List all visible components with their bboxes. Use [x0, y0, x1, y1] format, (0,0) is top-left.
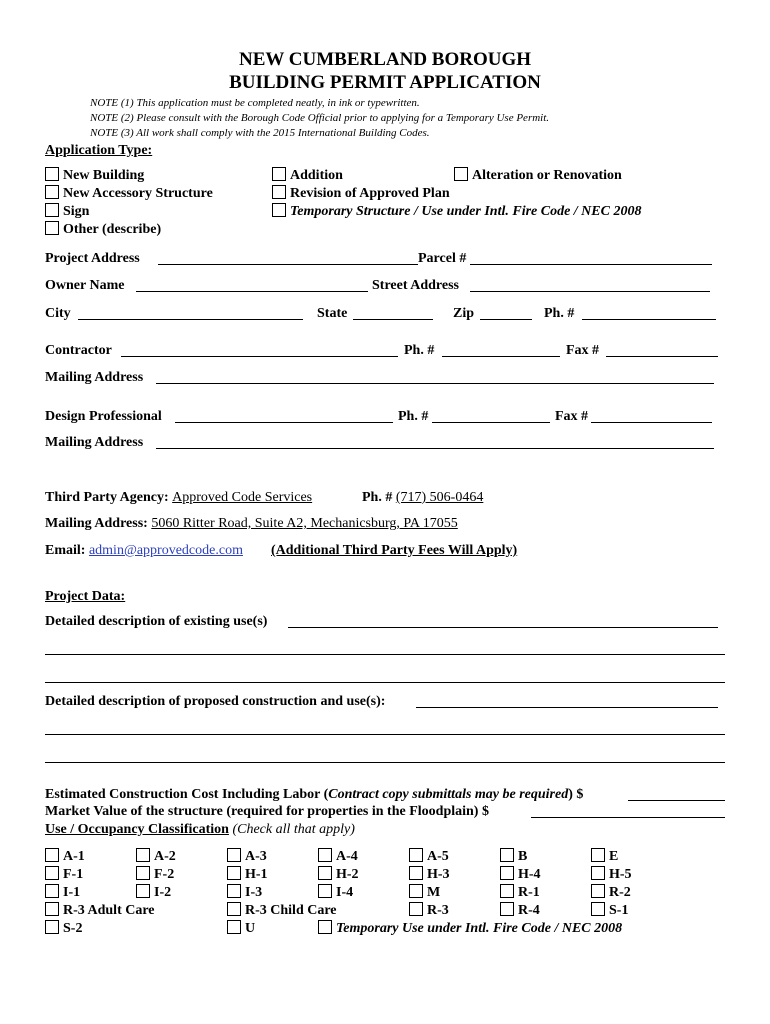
occ-label: M [427, 885, 441, 900]
use-classification-label [45, 821, 355, 838]
occ-label: R-4 [518, 903, 540, 918]
checkbox[interactable] [500, 848, 514, 862]
option-label: New Building [63, 168, 145, 183]
option-label: Sign [63, 204, 90, 219]
option-new-accessory[interactable] [45, 185, 213, 202]
proposed-use-line-3[interactable] [45, 762, 725, 763]
option-label: Alteration or Renovation [472, 168, 622, 183]
street-address-field[interactable] [470, 291, 710, 292]
occ-temporary-use[interactable] [318, 920, 622, 937]
contractor-fax-field[interactable] [606, 356, 718, 357]
occ-r-2[interactable] [591, 884, 631, 901]
cost-label-text: Estimated Construction Cost Including Labor ( [45, 787, 329, 802]
note-1: NOTE (1) This application must be completed neatly, in ink or typewritten. [90, 97, 420, 109]
occ-label: B [518, 849, 528, 864]
occ-label: R-2 [609, 885, 631, 900]
occ-s-1[interactable] [591, 902, 628, 919]
checkbox[interactable] [45, 866, 59, 880]
checkbox[interactable] [591, 866, 605, 880]
checkbox[interactable] [45, 203, 59, 217]
option-addition[interactable] [272, 167, 343, 184]
occ-i-2[interactable] [136, 884, 171, 901]
occ-r-1[interactable] [500, 884, 540, 901]
option-label: Addition [290, 168, 343, 183]
occ-label: R-1 [518, 885, 540, 900]
occ-label: H-5 [609, 867, 632, 882]
occ-label: U [245, 921, 256, 936]
owner-phone-field[interactable] [582, 319, 716, 320]
occ-f-1[interactable] [45, 866, 83, 883]
agency-mailing-label: Mailing Address: [45, 516, 148, 531]
proposed-use-line-2[interactable] [45, 734, 725, 735]
occ-i-4[interactable] [318, 884, 353, 901]
project-data-heading: Project Data: [45, 589, 126, 604]
option-label: Other (describe) [63, 222, 162, 237]
checkbox[interactable] [591, 884, 605, 898]
agency-mailing-value: 5060 Ritter Road, Suite A2, Mechanicsburg, PA 17055 [151, 516, 458, 531]
owner-name-label: Owner Name [45, 278, 125, 293]
option-other[interactable] [45, 221, 161, 238]
occ-a-1[interactable] [45, 848, 85, 865]
occ-label: S-1 [609, 903, 629, 918]
third-party-phone [362, 489, 483, 506]
occ-m[interactable] [409, 884, 440, 901]
checkbox[interactable] [45, 167, 59, 181]
owner-name-field[interactable] [136, 291, 368, 292]
occ-label: H-3 [427, 867, 450, 882]
project-address-label: Project Address [45, 251, 140, 266]
checkbox[interactable] [500, 884, 514, 898]
agency-value: Approved Code Services [172, 490, 313, 505]
checkbox[interactable] [318, 866, 332, 880]
checkbox[interactable] [318, 920, 332, 934]
design-mailing-field[interactable] [156, 448, 714, 449]
checkbox[interactable] [45, 185, 59, 199]
agency-phone-value: (717) 506-0464 [395, 490, 484, 505]
checkbox[interactable] [591, 902, 605, 916]
checkbox[interactable] [136, 848, 150, 862]
design-professional-field[interactable] [175, 422, 393, 423]
occ-h-2[interactable] [318, 866, 359, 883]
checkbox[interactable] [318, 848, 332, 862]
third-party-mailing [45, 515, 458, 532]
occ-label: Temporary Use under Intl. Fire Code / NEC 2008 [336, 921, 623, 936]
use-heading: Use / Occupancy Classification [45, 822, 229, 837]
cost-label-italic: Contract copy submittals may be required [328, 787, 569, 802]
checkbox[interactable] [409, 902, 423, 916]
occ-label: R-3 [427, 903, 449, 918]
occ-label: A-5 [427, 849, 449, 864]
third-party-agency [45, 489, 312, 506]
checkbox[interactable] [227, 848, 241, 862]
option-sign[interactable] [45, 203, 89, 220]
option-label: Temporary Structure / Use under Intl. Fire Code / NEC 2008 [290, 204, 642, 219]
option-label: Revision of Approved Plan [290, 186, 450, 201]
occ-r-3[interactable] [409, 902, 449, 919]
cost-label-suffix: ) $ [568, 787, 584, 802]
occ-label: F-1 [63, 867, 84, 882]
occ-e[interactable] [591, 848, 618, 865]
design-mailing-label: Mailing Address [45, 435, 144, 450]
form-title-line1: NEW CUMBERLAND BOROUGH [238, 49, 532, 70]
occ-h-5[interactable] [591, 866, 632, 883]
occ-label: E [609, 849, 619, 864]
project-address-field[interactable] [158, 264, 418, 265]
occ-label: H-4 [518, 867, 541, 882]
contractor-fax-label: Fax # [566, 343, 600, 358]
occ-i-1[interactable] [45, 884, 80, 901]
contractor-mailing-label: Mailing Address [45, 370, 144, 385]
checkbox[interactable] [409, 884, 423, 898]
use-note: (Check all that apply) [228, 822, 355, 837]
checkbox[interactable] [45, 902, 59, 916]
construction-cost-label [45, 786, 583, 803]
owner-phone-label: Ph. # [544, 306, 575, 321]
option-temporary[interactable] [272, 203, 641, 220]
street-address-label: Street Address [372, 278, 459, 293]
occ-r-4[interactable] [500, 902, 540, 919]
occ-label: I-1 [63, 885, 81, 900]
application-type-heading: Application Type: [45, 143, 153, 158]
design-professional-label: Design Professional [45, 409, 162, 424]
occ-label: I-4 [336, 885, 354, 900]
existing-use-line-2[interactable] [45, 654, 725, 655]
occ-h-3[interactable] [409, 866, 450, 883]
email-link[interactable]: admin@approvedcode.com [88, 543, 243, 558]
design-fax-label: Fax # [555, 409, 589, 424]
occ-r-3-adult-care[interactable] [45, 902, 155, 919]
contractor-phone-label: Ph. # [404, 343, 435, 358]
form-title-line2: BUILDING PERMIT APPLICATION [229, 72, 541, 93]
occ-h-1[interactable] [227, 866, 268, 883]
checkbox[interactable] [227, 884, 241, 898]
design-phone-label: Ph. # [398, 409, 429, 424]
third-party-email [45, 542, 243, 559]
occ-h-4[interactable] [500, 866, 541, 883]
checkbox[interactable] [500, 866, 514, 880]
occ-r-3-child-care[interactable] [227, 902, 337, 919]
design-phone-field[interactable] [432, 422, 550, 423]
design-fax-field[interactable] [591, 422, 712, 423]
zip-label: Zip [453, 306, 475, 321]
state-field[interactable] [353, 319, 433, 320]
contractor-phone-field[interactable] [442, 356, 560, 357]
occ-label: F-2 [154, 867, 175, 882]
occ-a-5[interactable] [409, 848, 449, 865]
checkbox[interactable] [272, 203, 286, 217]
checkbox[interactable] [409, 866, 423, 880]
checkbox[interactable] [136, 866, 150, 880]
occ-b[interactable] [500, 848, 527, 865]
occ-i-3[interactable] [227, 884, 262, 901]
option-label: New Accessory Structure [63, 186, 213, 201]
occ-label: A-1 [63, 849, 85, 864]
occ-a-4[interactable] [318, 848, 358, 865]
occ-label: I-3 [245, 885, 263, 900]
occ-label: H-1 [245, 867, 268, 882]
occ-label: R-3 Adult Care [63, 903, 155, 918]
occ-s-2[interactable] [45, 920, 82, 937]
checkbox[interactable] [227, 920, 241, 934]
occ-label: R-3 Child Care [245, 903, 337, 918]
state-label: State [317, 306, 348, 321]
existing-use-label: Detailed description of existing use(s) [45, 614, 268, 629]
checkbox[interactable] [272, 185, 286, 199]
checkbox[interactable] [500, 902, 514, 916]
existing-use-field[interactable] [288, 627, 718, 628]
option-revision[interactable] [272, 185, 450, 202]
occ-label: A-2 [154, 849, 176, 864]
occ-label: S-2 [63, 921, 83, 936]
occ-f-2[interactable] [136, 866, 174, 883]
checkbox[interactable] [45, 920, 59, 934]
checkbox[interactable] [318, 884, 332, 898]
proposed-use-field[interactable] [416, 707, 718, 708]
checkbox[interactable] [45, 884, 59, 898]
option-new-building[interactable] [45, 167, 144, 184]
occ-label: H-2 [336, 867, 359, 882]
zip-field[interactable] [480, 319, 532, 320]
occ-a-3[interactable] [227, 848, 267, 865]
third-party-fees-note: (Additional Third Party Fees Will Apply) [271, 543, 518, 558]
checkbox[interactable] [591, 848, 605, 862]
occ-u[interactable] [227, 920, 255, 937]
occ-label: I-2 [154, 885, 172, 900]
checkbox[interactable] [45, 221, 59, 235]
email-label: Email: [45, 543, 86, 558]
contractor-label: Contractor [45, 343, 112, 358]
contractor-field[interactable] [121, 356, 398, 357]
existing-use-line-3[interactable] [45, 682, 725, 683]
proposed-use-label: Detailed description of proposed construction and use(s): [45, 694, 386, 709]
checkbox[interactable] [136, 884, 150, 898]
occ-label: A-4 [336, 849, 358, 864]
city-label: City [45, 306, 71, 321]
note-3: NOTE (3) All work shall comply with the 2015 International Building Codes. [90, 127, 430, 139]
option-alteration[interactable] [454, 167, 622, 184]
city-field[interactable] [78, 319, 303, 320]
checkbox[interactable] [409, 848, 423, 862]
agency-phone-label: Ph. # [362, 490, 393, 505]
checkbox[interactable] [45, 848, 59, 862]
checkbox[interactable] [227, 866, 241, 880]
checkbox[interactable] [227, 902, 241, 916]
note-2: NOTE (2) Please consult with the Borough Code Official prior to applying for a Temporary Use Permit. [90, 112, 550, 124]
construction-cost-field[interactable] [628, 800, 725, 801]
parcel-field[interactable] [470, 264, 712, 265]
checkbox[interactable] [272, 167, 286, 181]
agency-label: Third Party Agency: [45, 490, 169, 505]
checkbox[interactable] [454, 167, 468, 181]
parcel-label: Parcel # [418, 251, 467, 266]
market-value-field[interactable] [531, 817, 725, 818]
occ-a-2[interactable] [136, 848, 176, 865]
contractor-mailing-field[interactable] [156, 383, 714, 384]
market-value-label: Market Value of the structure (required for properties in the Floodplain) $ [45, 804, 489, 819]
occ-label: A-3 [245, 849, 267, 864]
